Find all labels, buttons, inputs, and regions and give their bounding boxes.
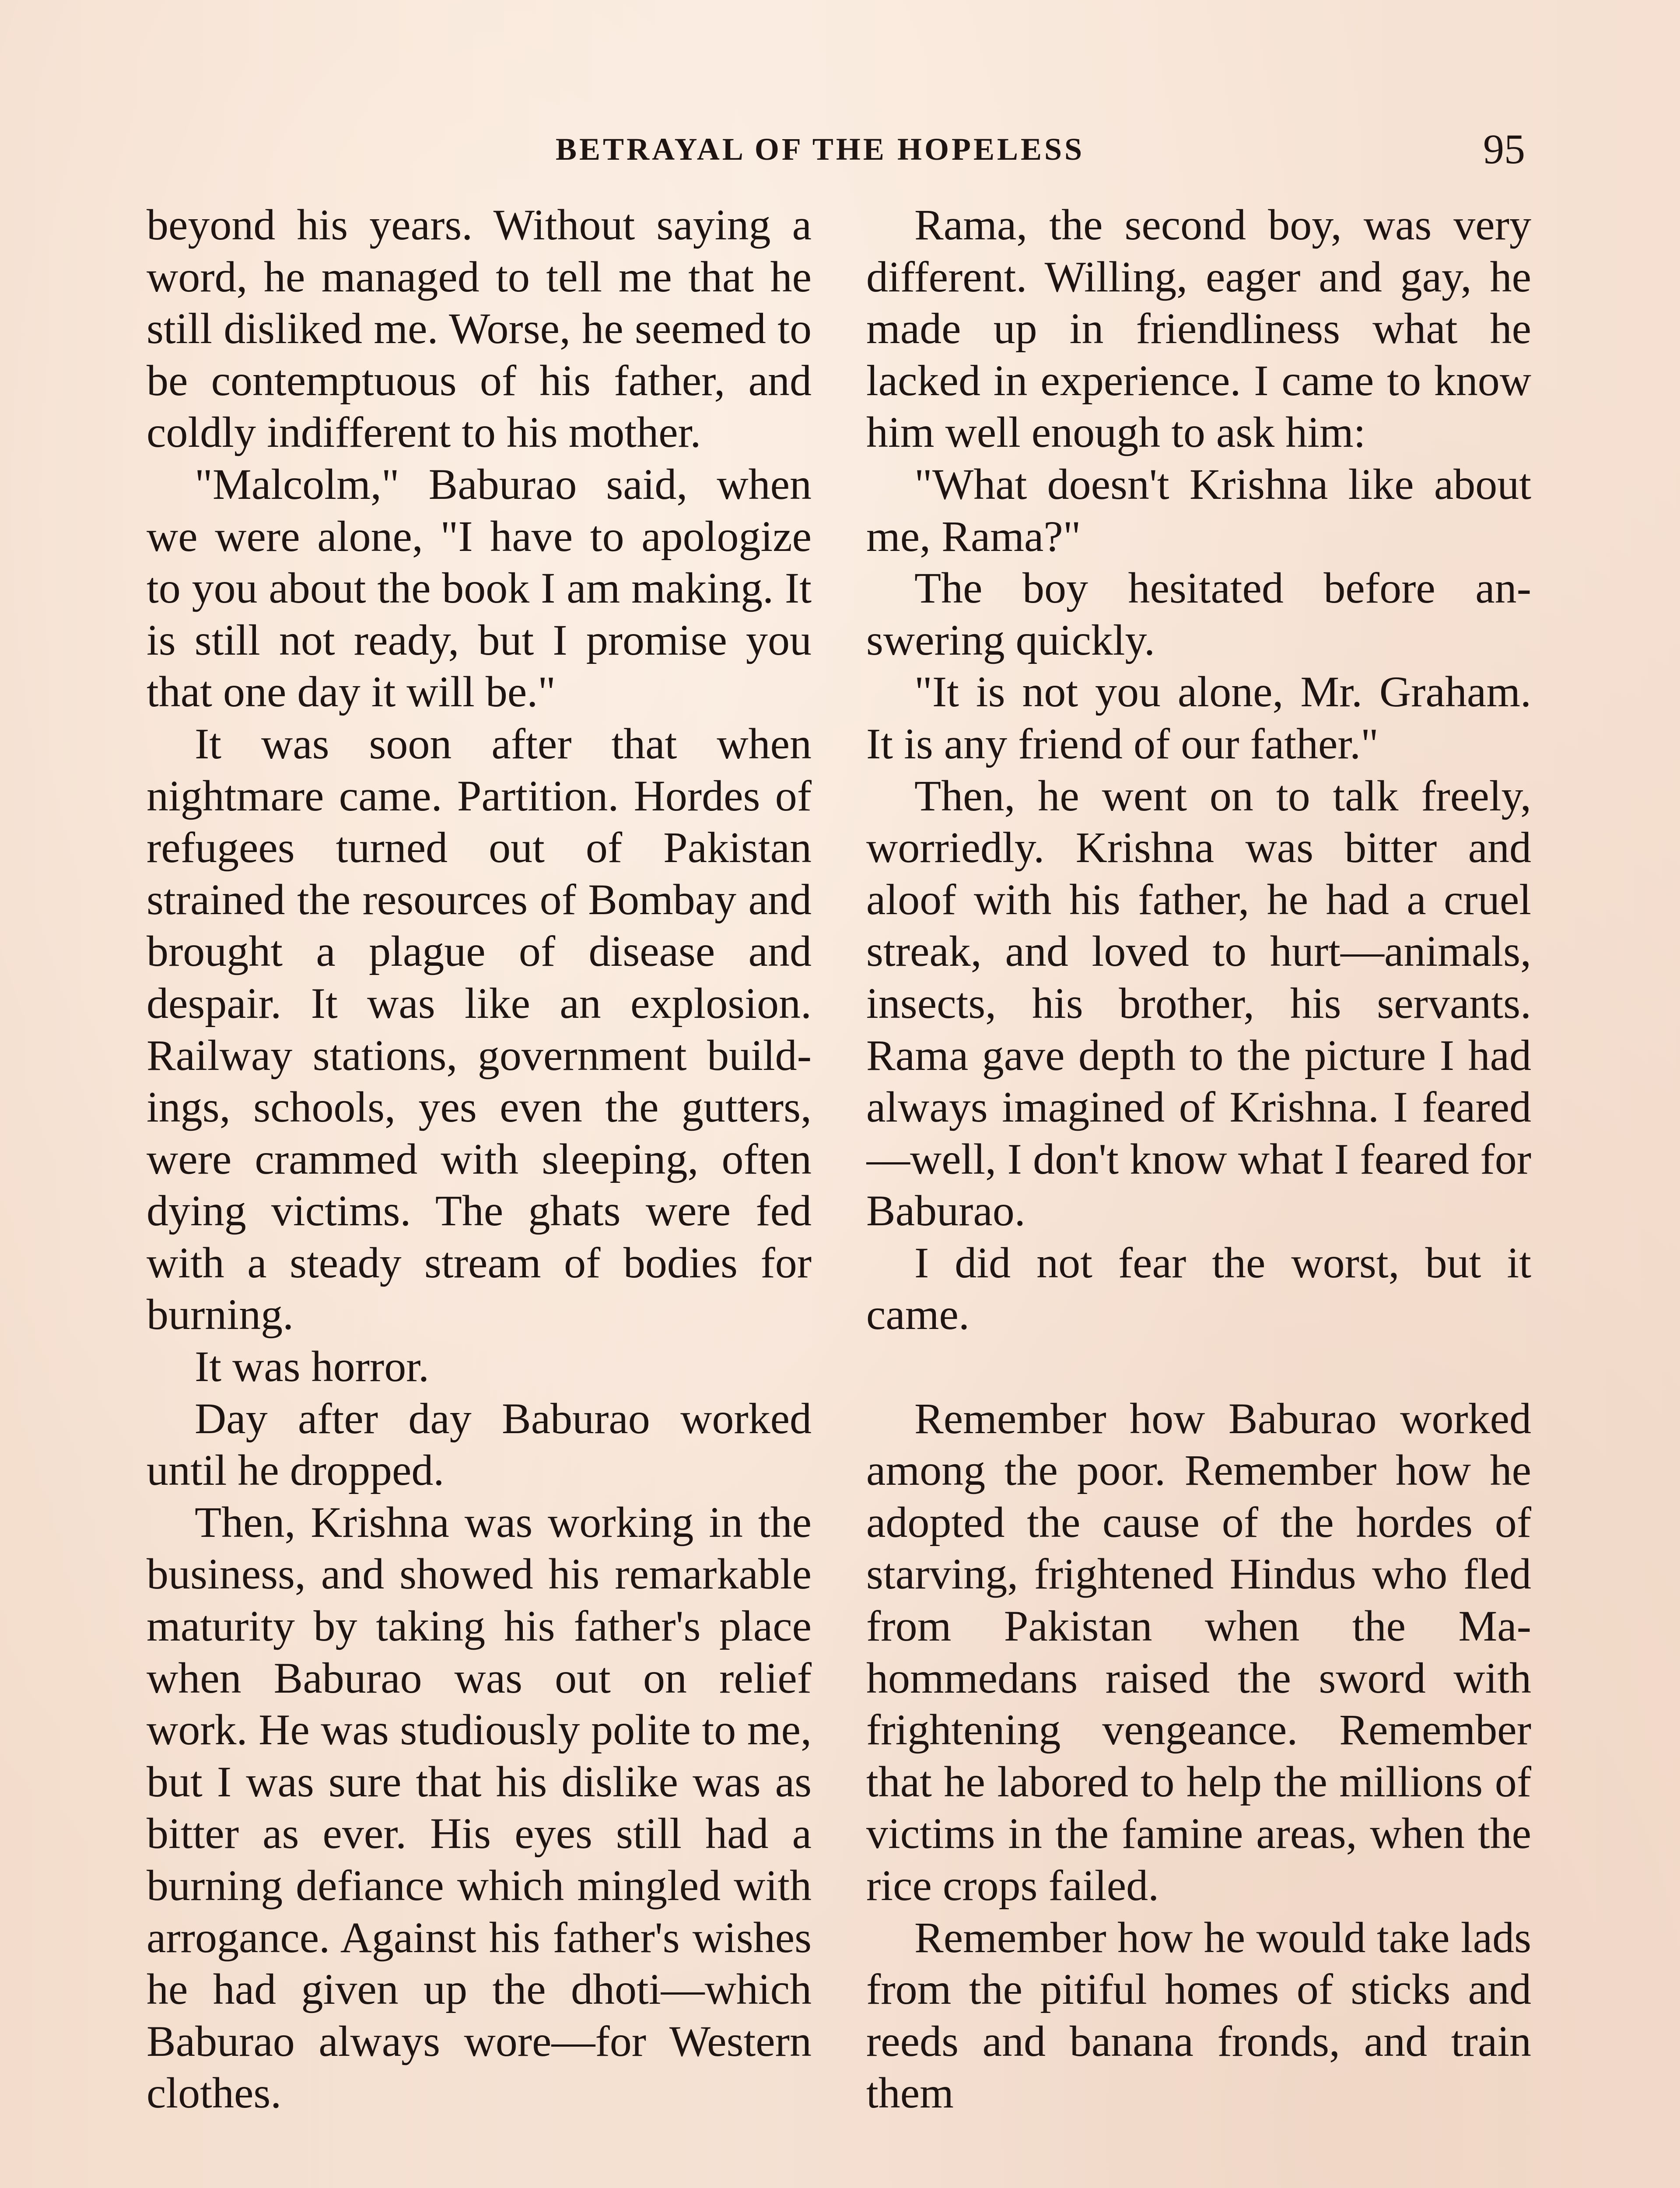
running-head-title: BETRAYAL OF THE HOPELESS (556, 132, 1085, 167)
paragraph: It was soon after that when nightmare came. Partition. Hordes of refugees turned out of Pakistan strained the resources of Bombay and brought a plague of disease and despair. It was like an explosion. Railway stations, government buildings, schools, yes even the gutters, were crammed with sleeping, often dying victims. The ghats were fed with a steady stream of bodies for burning. (147, 719, 812, 1339)
paragraph: "What doesn't Krishna like about me, Rama?" (866, 459, 1531, 561)
page-number: 95 (1483, 126, 1525, 172)
paragraph: Remember how he would take lads from the pitiful homes of sticks and reeds and banana fronds, and train them (866, 1913, 1531, 2118)
paragraph: The boy hesitated before answering quickly. (866, 564, 1531, 664)
paragraph: Remember how Baburao worked among the poor. Remember how he adopted the cause of the hordes of starving, frightened Hindus who fled from Pakistan when the Mahommedans raised the sword with frightening vengeance. Remember that he labored to help the millions of victims in the famine areas, when the rice crops failed. (866, 1394, 1531, 1910)
paragraph: I did not fear the worst, but it came. (866, 1238, 1531, 1339)
text-column-left (147, 199, 812, 2188)
paragraph: Day after day Baburao worked until he dropped. (147, 1394, 812, 1495)
paragraph: "Malcolm," Baburao said, when we were alone, "I have to apologize to you about the book I am making. It is still not ready, but I promise you that one day it will be." (147, 459, 812, 716)
paragraph: Rama, the second boy, was very different. Willing, eager and gay, he made up in friendliness what he lacked in experience. I came to know him well enough to ask him: (866, 200, 1531, 457)
paragraph: It was horror. (195, 1342, 429, 1391)
section-break (866, 1341, 1531, 1393)
text-column-right (866, 199, 1531, 2188)
paragraph: Then, Krishna was working in the business, and showed his remarkable maturity by taking his father's place when Baburao was out on relief work. He was studiously polite to me, but I was sure that his dislike was as bitter as ever. His eyes still had a burning defiance which mingled with arrogance. Against his father's wishes he had given up the dhoti—which Baburao always wore—for Western clothes. (147, 1497, 812, 2118)
paragraph: Then, he went on to talk freely, worriedly. Krishna was bitter and aloof with his father, he had a cruel streak, and loved to hurt—animals, insects, his brother, his servants. Rama gave depth to the picture I had always imagined of Krishna. I feared—well, I don't know what I feared for Baburao. (866, 771, 1531, 1235)
paragraph: "It is not you alone, Mr. Graham. It is any friend of our father." (866, 667, 1531, 768)
paragraph: beyond his years. Without saying a word, he managed to tell me that he still disliked me. Worse, he seemed to be contemptuous of his father, and coldly indifferent to his mother. (147, 200, 812, 457)
